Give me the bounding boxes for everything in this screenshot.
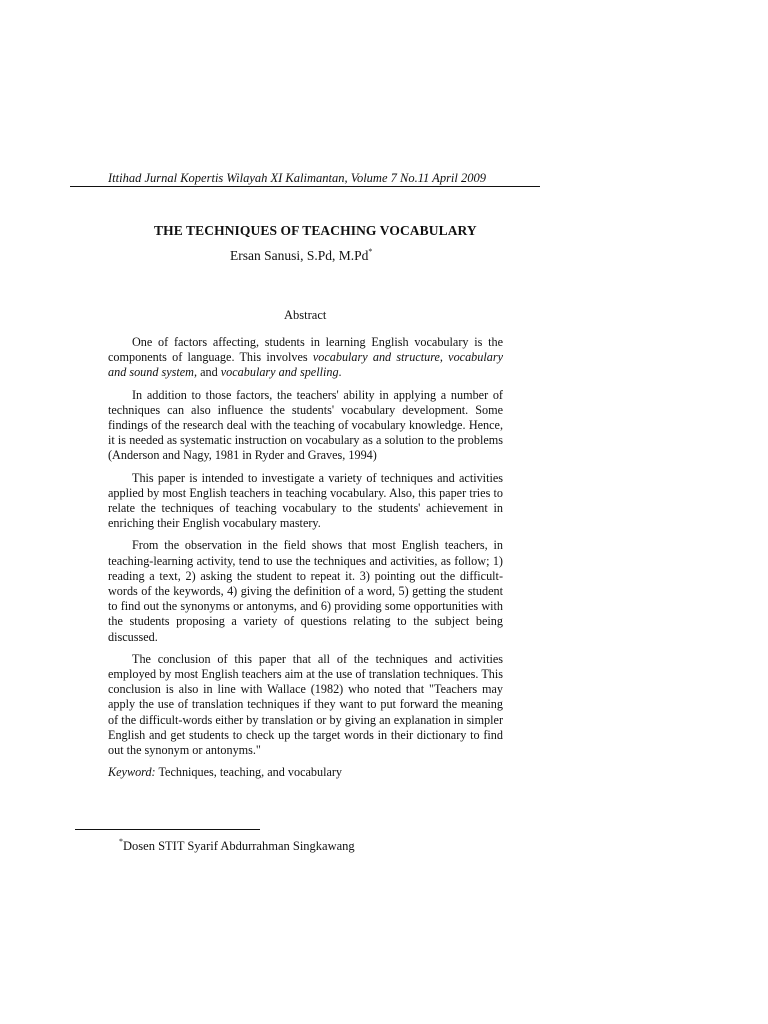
journal-running-header: Ittihad Jurnal Kopertis Wilayah XI Kalimantan, Volume 7 No.11 April 2009 [108, 171, 487, 185]
author-footnote-mark: * [368, 247, 373, 256]
keyword-text: Techniques, teaching, and vocabulary [155, 765, 343, 780]
article-title: THE TECHNIQUES OF TEACHING VOCABULARY [154, 223, 477, 238]
author-line [230, 247, 372, 264]
author-name: Ersan Sanusi, S.Pd, M.Pd [230, 248, 369, 263]
abstract-p1-italic-2: vocabulary and spelling [220, 365, 339, 380]
abstract-paragraph-2: In addition to those factors, the teachers' ability in applying a number of techniques can also influence the students' vocabulary development. Some findings of the research deal with the teaching of vocabulary knowledge. Hence, it is needed as systematic instruction on vocabulary as a solution to the problems (Anderson and Nagy, 1981 in Ryder and Graves, 1994) [108, 387, 503, 463]
abstract-paragraph-5: The conclusion of this paper that all of the techniques and activities employed by most English teachers aim at the use of translation techniques. This conclusion is also in line with Wallace (1982) who noted that "Teachers may apply the use of translation techniques if they want to put forward the meaning of the difficult-words either by translation or by giving an explanation in simpler English and get students to check up the target words in their dictionary to find out the synonym or antonyms." [108, 651, 503, 758]
footnote-text: Dosen STIT Syarif Abdurrahman Singkawang [123, 839, 355, 853]
abstract-heading: Abstract [284, 308, 327, 322]
header-rule [70, 186, 540, 187]
abstract-p1-text-a: One of factors affecting, students in learning English vocabulary is the components of language. This involves [108, 335, 503, 365]
keyword-label: Keyword: [108, 765, 156, 780]
abstract-paragraph-4: From the observation in the field shows that most English teachers, in teaching-learning activity, tend to use the techniques and activities, as follow; 1) reading a text, 2) asking the student to repeat it. 3) pointing out the difficult-words of the keywords, 4) giving the definition of a word, 5) getting the student to find out the synonyms or antonyms, and 6) providing some opportunities with the students proposing a variety of questions relating to the subject being discussed. [108, 538, 503, 644]
abstract-paragraph-1 [108, 335, 503, 381]
abstract-paragraph-3: This paper is intended to investigate a variety of techniques and activities applied by most English teachers in teaching vocabulary. Also, this paper tries to relate the techniques of teaching vocabulary to the students' achievement in enriching their English vocabulary mastery. [108, 470, 503, 531]
abstract-p1-text-b: and [197, 365, 221, 380]
footnote [119, 837, 355, 854]
abstract-body [108, 335, 503, 787]
footnote-rule [75, 829, 260, 830]
abstract-p1-text-c: . [338, 365, 342, 380]
abstract-p1-italic-1: vocabulary and structure, vocabulary and sound system, [108, 350, 503, 380]
footnote-mark: * [119, 837, 123, 846]
keyword-line [108, 765, 503, 780]
